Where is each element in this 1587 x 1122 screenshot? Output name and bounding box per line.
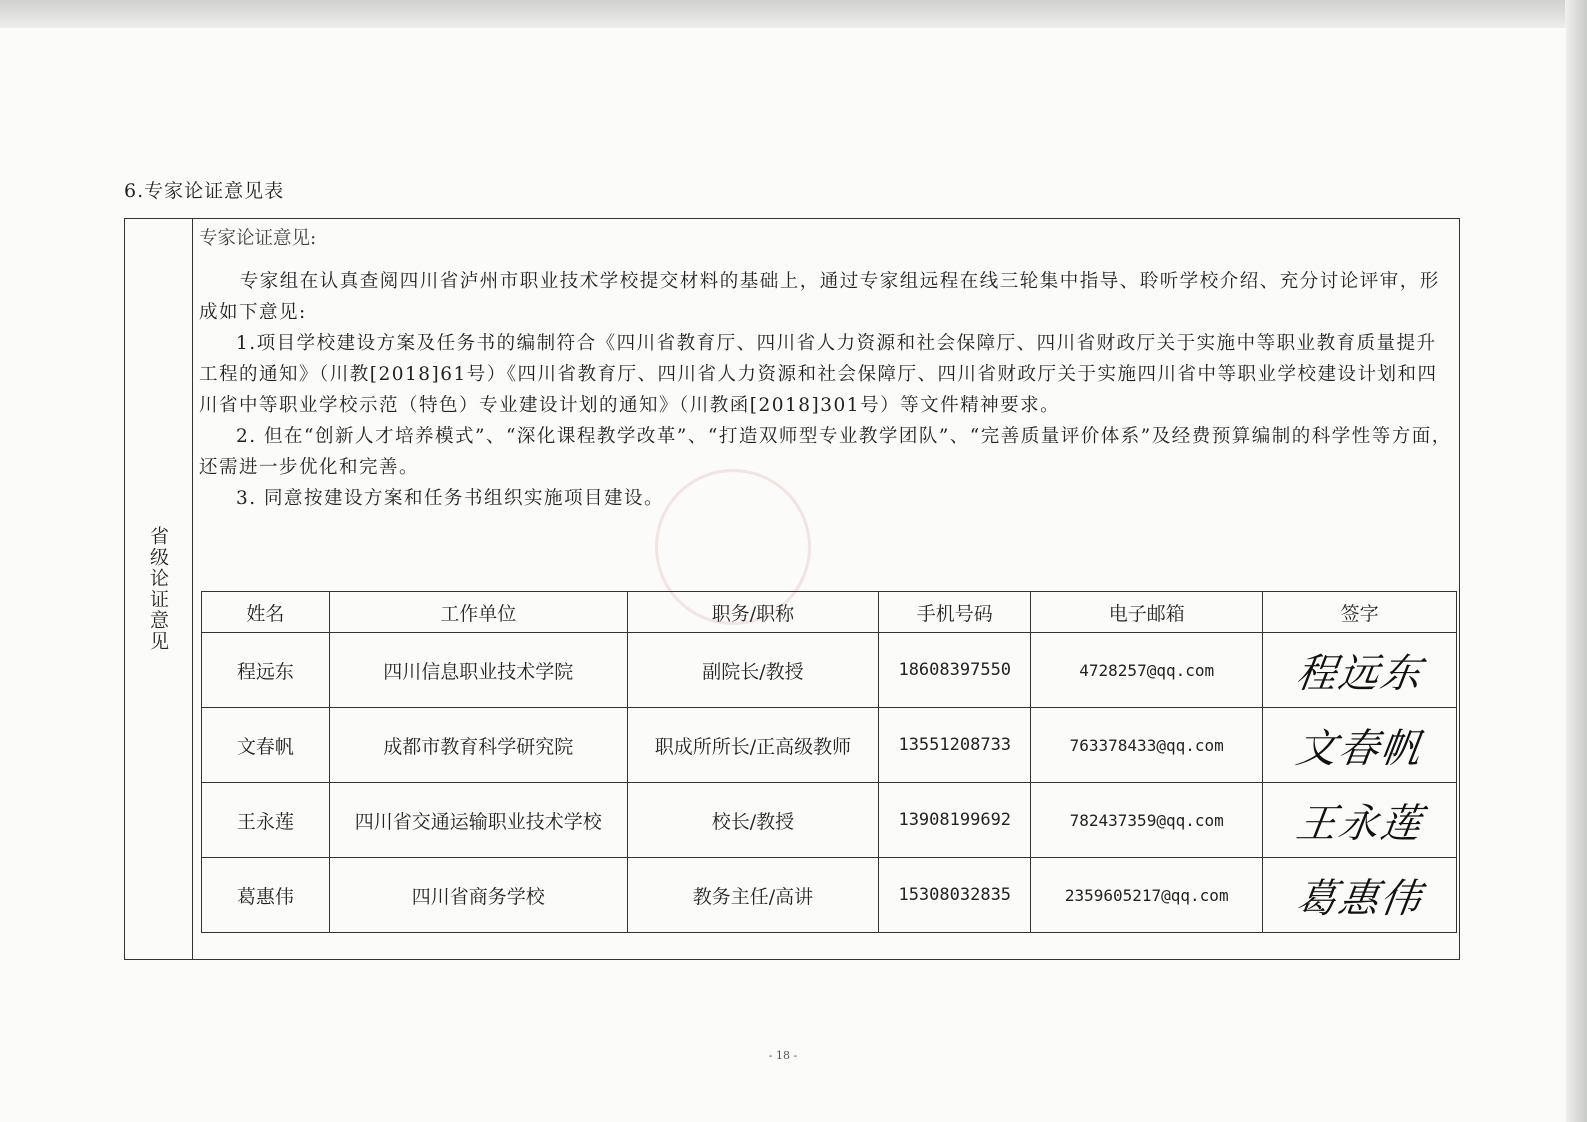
opinion-form	[124, 218, 1460, 960]
opinion-item-2: 2. 但在“创新人才培养模式”、“深化课程教学改革”、“打造双师型专业教学团队”、“完善质量评价体系”及经费预算编制的科学性等方面，还需进一步优化和完善。	[199, 426, 1452, 478]
experts-table	[201, 591, 1457, 933]
page-number: - 18 -	[768, 1049, 798, 1062]
opinion-item-1: 1.项目学校建设方案及任务书的编制符合《四川省教育厅、四川省人力资源和社会保障厅、四川省财政厅关于实施中等职业教育质量提升工程的通知》（川教[2018]61号）《四川省教育厅、四川省人力资源和社会保障厅、四川省财政厅关于实施四川省中等职业学校建设计划和四川省中等职业学校示范（特色）专业建设计划的通知》（川教函[2018]301号）等文件精神要求。	[199, 333, 1438, 416]
expert-unit: 四川省交通运输职业技术学校	[329, 783, 627, 858]
expert-title: 校长/教授	[627, 783, 879, 858]
expert-name: 王永莲	[202, 783, 330, 858]
table-row	[202, 858, 1457, 933]
header-phone: 手机号码	[879, 592, 1031, 633]
header-name: 姓名	[202, 592, 330, 633]
expert-email: 782437359@qq.com	[1031, 783, 1263, 858]
opinion-item-3: 3. 同意按建设方案和任务书组织实施项目建设。	[236, 488, 665, 509]
expert-name: 葛惠伟	[202, 858, 330, 933]
expert-unit: 四川省商务学校	[329, 858, 627, 933]
expert-email: 2359605217@qq.com	[1031, 858, 1263, 933]
handwritten-signature: 程远东	[1292, 650, 1426, 697]
expert-phone: 15308032835	[879, 858, 1031, 933]
expert-unit: 四川信息职业技术学院	[329, 633, 627, 708]
table-row	[202, 708, 1457, 783]
side-label-cell	[125, 219, 193, 959]
handwritten-signature: 文春帆	[1292, 725, 1426, 772]
expert-phone: 18608397550	[879, 633, 1031, 708]
scan-edge-top	[0, 0, 1587, 30]
signature-cell	[1263, 783, 1457, 858]
side-label: 省级论证意见	[147, 526, 169, 652]
expert-title: 教务主任/高讲	[627, 858, 879, 933]
signature-cell	[1263, 858, 1457, 933]
table-header-row	[202, 592, 1457, 633]
opinion-label: 专家论证意见:	[199, 228, 317, 249]
header-title: 职务/职称	[627, 592, 879, 633]
header-unit: 工作单位	[329, 592, 627, 633]
header-signature: 签字	[1263, 592, 1457, 633]
header-email: 电子邮箱	[1031, 592, 1263, 633]
expert-name: 程远东	[202, 633, 330, 708]
scan-edge-right	[1565, 0, 1587, 1122]
handwritten-signature: 葛惠伟	[1292, 875, 1426, 922]
expert-phone: 13551208733	[879, 708, 1031, 783]
signature-cell	[1263, 708, 1457, 783]
expert-unit: 成都市教育科学研究院	[329, 708, 627, 783]
expert-email: 763378433@qq.com	[1031, 708, 1263, 783]
opinion-text	[199, 223, 1455, 591]
opinion-intro: 专家组在认真查阅四川省泸州市职业技术学校提交材料的基础上，通过专家组远程在线三轮集中指导、聆听学校介绍、充分讨论评审，形成如下意见:	[199, 271, 1440, 323]
table-row	[202, 783, 1457, 858]
signature-cell	[1263, 633, 1457, 708]
handwritten-signature: 王永莲	[1292, 800, 1426, 847]
expert-title: 职成所所长/正高级教师	[627, 708, 879, 783]
expert-title: 副院长/教授	[627, 633, 879, 708]
expert-name: 文春帆	[202, 708, 330, 783]
expert-email: 4728257@qq.com	[1031, 633, 1263, 708]
section-title: 6.专家论证意见表	[124, 180, 285, 202]
table-row	[202, 633, 1457, 708]
expert-phone: 13908199692	[879, 783, 1031, 858]
